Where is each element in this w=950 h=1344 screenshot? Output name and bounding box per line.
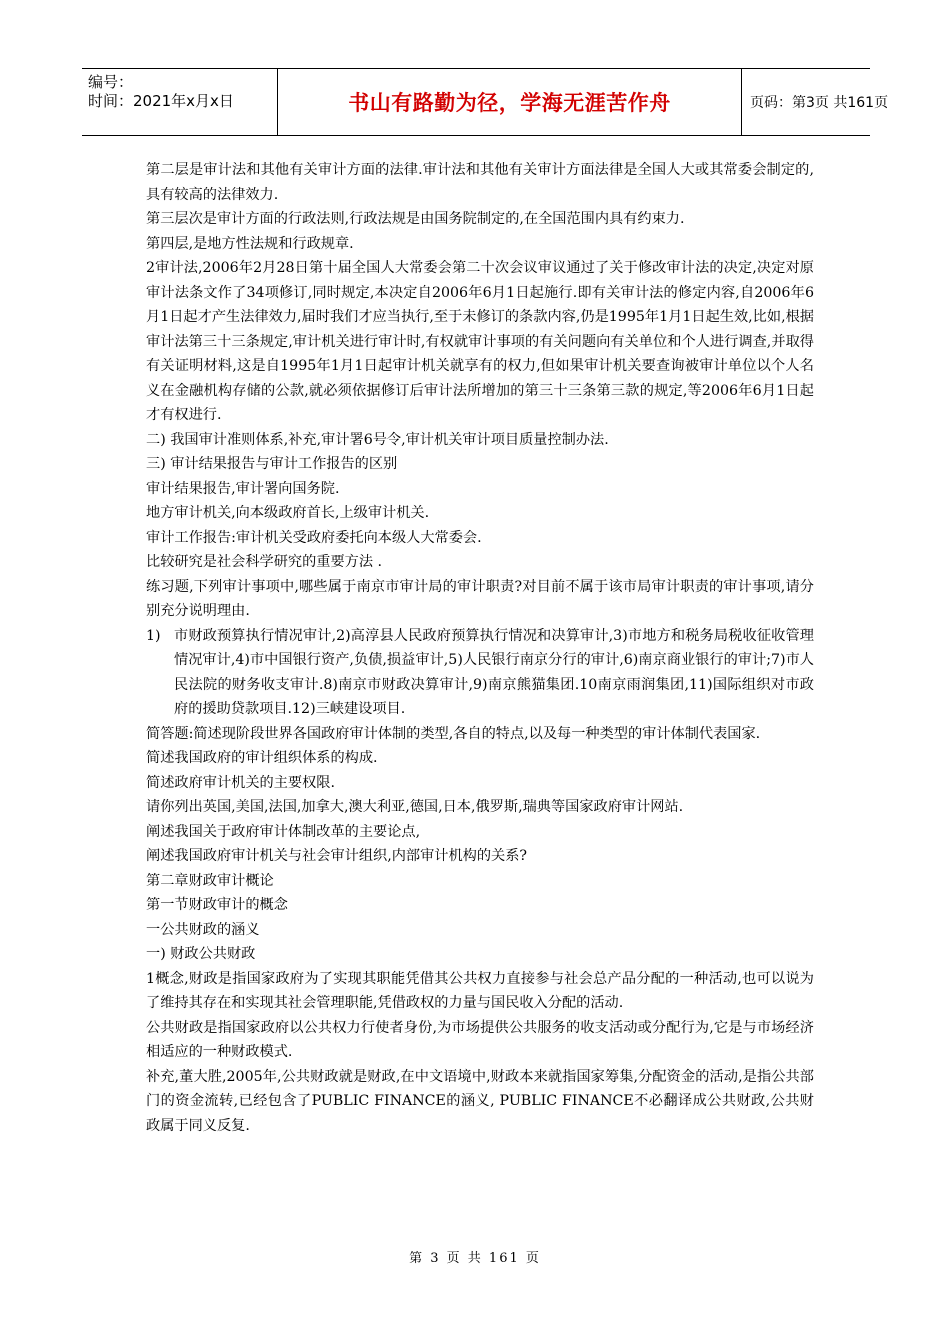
paragraph: 审计结果报告,审计署向国务院. xyxy=(146,480,340,497)
document-number-label: 编号： xyxy=(88,73,134,91)
paragraph: 审计工作报告:审计机关受政府委托向本级人大常委会. xyxy=(146,529,482,546)
paragraph: 阐述我国关于政府审计体制改革的主要论点, xyxy=(146,823,421,840)
paragraph: 1概念,财政是指国家政府为了实现其职能凭借其公共权力直接参与社会总产品分配的一种活动,也可以说为了维持其存在和实现其社会管理职能,凭借政权的力量与国民收入分配的活动. xyxy=(146,970,814,1011)
page-header xyxy=(82,68,889,136)
paragraph: 简答题:简述现阶段世界各国政府审计体制的类型,各自的特点,以及每一种类型的审计体制代表国家. xyxy=(146,725,761,742)
header-motto: 书山有路勤为径，学海无涯苦作舟 xyxy=(278,69,742,135)
paragraph: 2审计法,2006年2月28日第十届全国人大常委会第二十次会议审议通过了关于修改审计法的决定,决定对原审计法条文作了34项修订,同时规定,本决定自2006年6月1日起施行.即有关审计法的修定内容,自2006年6月1日起才产生法律效力,届时我们才应当执行,至于未修订的条款内容,仍是1995年1月1日起生效,比如,根据审计法第三十三条规定,审计机关进行审计时,有权就审计事项的有关问题向有关单位和个人进行调查,并取得有关证明材料,这是自1995年1月1日起审计机关就享有的权力,但如果审计机关要查询被审计单位以个人名义在金融机构存储的公款,就必须依据修订后审计法所增加的第三十三条第三款的规定,等2006年6月1日起才有权进行. xyxy=(146,260,814,423)
paragraph: 第四层,是地方性法规和行政规章. xyxy=(146,235,354,252)
header-page-info: 页码：第3页 共161页 xyxy=(750,95,889,111)
list-item-number: 1) xyxy=(146,627,161,644)
paragraph: 三) 审计结果报告与审计工作报告的区别 xyxy=(146,456,398,472)
paragraph: 补充,董大胜,2005年,公共财政就是财政,在中文语境中,财政本来就指国家筹集,分配资金的活动,是指公共部门的资金流转,已经包含了PUBLIC FINANCE的涵义, PUBLIC FINANCE不必翻译成公共财政,公共财政属于同义反复. xyxy=(146,1068,814,1134)
paragraph: 二) 我国审计准则体系,补充,审计署6号令,审计机关审计项目质量控制办法. xyxy=(146,431,609,448)
chapter-heading: 第二章财政审计概论 xyxy=(146,872,274,889)
document-date-label: 时间：2021年x月x日 xyxy=(88,92,234,110)
paragraph: 第三层次是审计方面的行政法则,行政法规是由国务院制定的,在全国范围内具有约束力. xyxy=(146,211,685,227)
paragraph: 简述我国政府的审计组织体系的构成. xyxy=(146,750,378,766)
page-footer: 第 3 页 共 161 页 xyxy=(409,1251,541,1266)
paragraph: 公共财政是指国家政府以公共权力行使者身份,为市场提供公共服务的收支活动或分配行为,它是与市场经济相适应的一种财政模式. xyxy=(146,1019,814,1060)
paragraph: 请你列出英国,美国,法国,加拿大,澳大利亚,德国,日本,俄罗斯,瑞典等国家政府审计网站. xyxy=(146,799,684,815)
paragraph: 比较研究是社会科学研究的重要方法 . xyxy=(146,554,383,570)
subsection-heading: 一公共财政的涵义 xyxy=(146,921,260,938)
paragraph: 简述政府审计机关的主要权限. xyxy=(146,774,335,791)
header-info-cell xyxy=(82,69,278,135)
paragraph: 地方审计机关,向本级政府首长,上级审计机关. xyxy=(146,505,430,521)
paragraph: 第二层是审计法和其他有关审计方面的法律.审计法和其他有关审计方面法律是全国人大或其常委会制定的,具有较高的法律效力. xyxy=(146,162,814,203)
document-body xyxy=(146,158,814,1138)
section-heading: 第一节财政审计的概念 xyxy=(146,897,288,913)
list-item-text: 市财政预算执行情况审计,2)高淳县人民政府预算执行情况和决算审计,3)市地方和税务局税收征收管理情况审计,4)市中国银行资产,负债,损益审计,5)人民银行南京分行的审计,6)南京商业银行的审计;7)市人民法院的财务收支审计.8)南京市财政决算审计,9)南京熊猫集团.10南京雨润集团,11)国际组织对市政府的援助贷款项目.12)三峡建设项目. xyxy=(174,627,814,717)
paragraph: 阐述我国政府审计机关与社会审计组织,内部审计机构的关系? xyxy=(146,848,527,864)
subsection-heading: 一) 财政公共财政 xyxy=(146,946,256,962)
paragraph: 练习题,下列审计事项中,哪些属于南京市审计局的审计职责?对目前不属于该市局审计职责的审计事项,请分别充分说明理由. xyxy=(146,578,814,619)
list-item xyxy=(146,624,814,722)
